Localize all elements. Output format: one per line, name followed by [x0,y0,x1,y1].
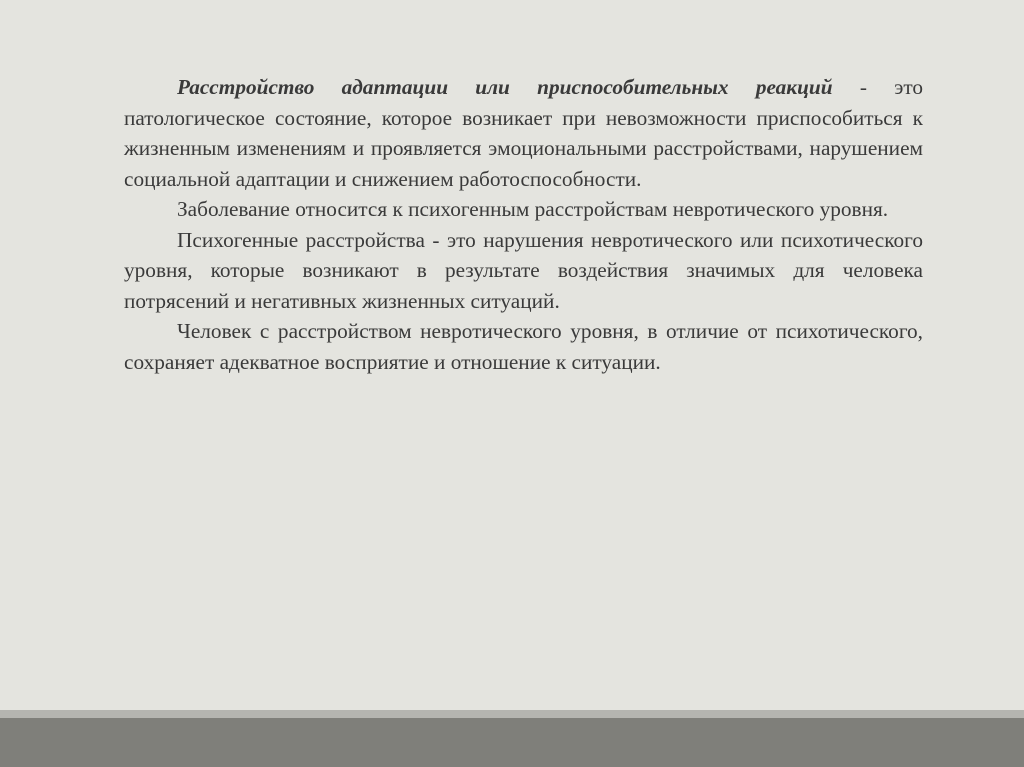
slide-body [124,72,923,377]
paragraph-psychogenic-disorders: Психогенные расстройства - это нарушения невротического или психотического уровня, которые возникают в результате воздействия значимых для человека потрясений и негативных жизненных ситуаций. [124,227,923,313]
definition-text: - это патологическое состояние, которое возникает при невозможности приспособиться к жизненным изменениям и проявляется эмоциональными расстройствами, нарушением социальной адаптации и снижением работоспособности. [124,75,924,191]
paragraph-classification: Заболевание относится к психогенным расстройствам невротического уровня. [177,197,889,221]
definition-term: Расстройство адаптации или приспособительных реакций [177,75,833,99]
paragraph-neurotic-level: Человек с расстройством невротического уровня, в отличие от психотического, сохраняет адекватное восприятие и отношение к ситуации. [124,319,923,374]
footer-stripe [0,710,1024,718]
paragraph-definition [124,72,923,194]
footer-bar [0,718,1024,767]
